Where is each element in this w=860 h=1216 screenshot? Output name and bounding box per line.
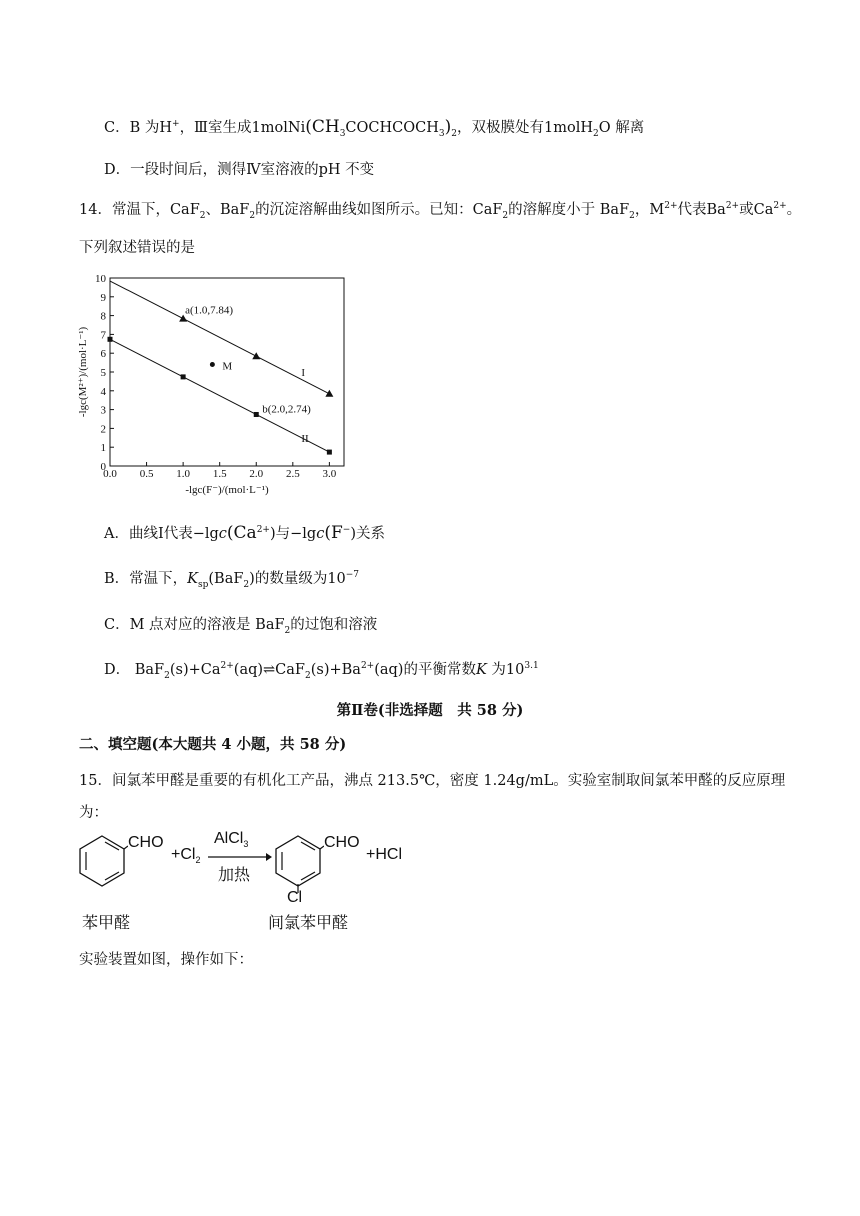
y-tick-label: 7	[100, 329, 106, 342]
benzene-ring-icon	[76, 832, 128, 888]
x-tick-label: 3.0	[322, 468, 337, 480]
catalyst: AlCl$_3$	[214, 830, 249, 850]
x-tick-label: 1.0	[176, 468, 190, 480]
q14-stem: 14．常温下，CaF$_2$、BaF$_2$的沉淀溶解曲线如图所示。已知：CaF$_2$的溶解度小于 BaF$_2$，$M^{2+}$代表$Ba^{2+}$或$Ca^{2+}$。	[79, 201, 802, 221]
section-heading: 二、填空题(本大题共 4 小题，共 58 分)	[79, 736, 347, 753]
section-title: 第Ⅱ卷(非选择题 共 58 分)	[336, 702, 524, 719]
solubility-chart	[76, 268, 376, 508]
square-point	[254, 412, 259, 417]
y-tick-label: 2	[100, 423, 106, 436]
series-line-I	[110, 281, 329, 394]
triangle-point	[252, 352, 260, 359]
y-axis-label: -lgc(M²⁺)/(mol·L⁻¹)	[77, 326, 89, 418]
triangle-point	[325, 390, 333, 397]
point-M-label: M	[222, 360, 233, 373]
point-M	[210, 362, 215, 367]
y-tick-label: 3	[100, 404, 106, 417]
reaction-scheme	[76, 826, 436, 938]
y-tick-label: 10	[95, 273, 106, 285]
annotation-a: a(1.0,7.84)	[185, 304, 234, 317]
square-point	[181, 374, 186, 379]
q15-stem: 15．间氯苯甲醛是重要的有机化工产品，沸点 213.5℃，密度 1.24g/mL。实验室制取间氯苯甲醛的反应原理	[79, 773, 786, 789]
x-tick-label: 1.5	[212, 468, 227, 480]
x-tick-label: 2.0	[249, 468, 264, 480]
annotation-b: b(2.0,2.74)	[262, 403, 311, 416]
q13-option-d: D．一段时间后，测得Ⅳ室溶液的pH 不变	[104, 162, 375, 178]
series-label-II: II	[301, 433, 309, 446]
x-tick-label: 0.0	[103, 468, 117, 480]
chlorobenzene-ring-icon	[272, 832, 324, 888]
y-tick-label: 5	[100, 367, 106, 379]
y-tick-label: 1	[100, 442, 106, 455]
x-axis-label: -lgc(F⁻)/(mol·L⁻¹)	[185, 484, 269, 496]
x-tick-label: 0.5	[139, 468, 154, 480]
y-tick-label: 6	[100, 348, 106, 361]
q14-option-b: B．常温下，$K_{sp}(BaF_2)$的数量级为$10^{-7}$	[104, 570, 360, 590]
q13-option-c: C．B 为H+，Ⅲ室生成$1molNi(CH_3COCHCOCH_3)_2$，双极膜处有1molH$_2$O 解离	[104, 117, 645, 139]
cl-substituent: Cl	[287, 889, 303, 906]
x-tick-label: 2.5	[285, 468, 300, 480]
reaction-arrow-icon	[208, 852, 272, 862]
y-tick-label: 9	[100, 291, 106, 304]
q15-stem-line2: 为：	[79, 805, 108, 821]
cho-group-1: CHO	[128, 834, 164, 851]
reaction-condition: 加热	[218, 867, 251, 884]
product-name: 间氯苯甲醛	[268, 913, 349, 932]
q14-option-c: C．M 点对应的溶液是 BaF$_2$的过饱和溶液	[104, 617, 378, 636]
q14-stem-line2: 下列叙述错误的是	[79, 240, 195, 256]
cl2-reagent: $+Cl_2$	[171, 846, 201, 866]
q14-option-a: A．曲线Ⅰ代表$-\lg c(Ca^{2+})$与−lgc(F−)关系	[104, 523, 385, 543]
square-point	[327, 450, 332, 455]
y-tick-label: 4	[100, 385, 106, 398]
square-point	[108, 337, 113, 342]
series-line-II	[110, 339, 329, 452]
q15-after: 实验装置如图，操作如下：	[79, 952, 253, 968]
q14-option-d: D． $BaF_2(s)+Ca^{2+}(aq)\rightleftharpoons CaF_2(s)+Ba^{2+}(aq)$的平衡常数K 为$10^{3.1}$	[104, 661, 539, 681]
y-tick-label: 8	[100, 310, 106, 323]
reactant-name: 苯甲醛	[82, 913, 131, 932]
cho-group-2: CHO	[324, 834, 360, 851]
series-label-I: I	[301, 366, 306, 379]
hcl-product: +HCl	[366, 846, 403, 863]
y-tick-label: 0	[100, 461, 106, 473]
